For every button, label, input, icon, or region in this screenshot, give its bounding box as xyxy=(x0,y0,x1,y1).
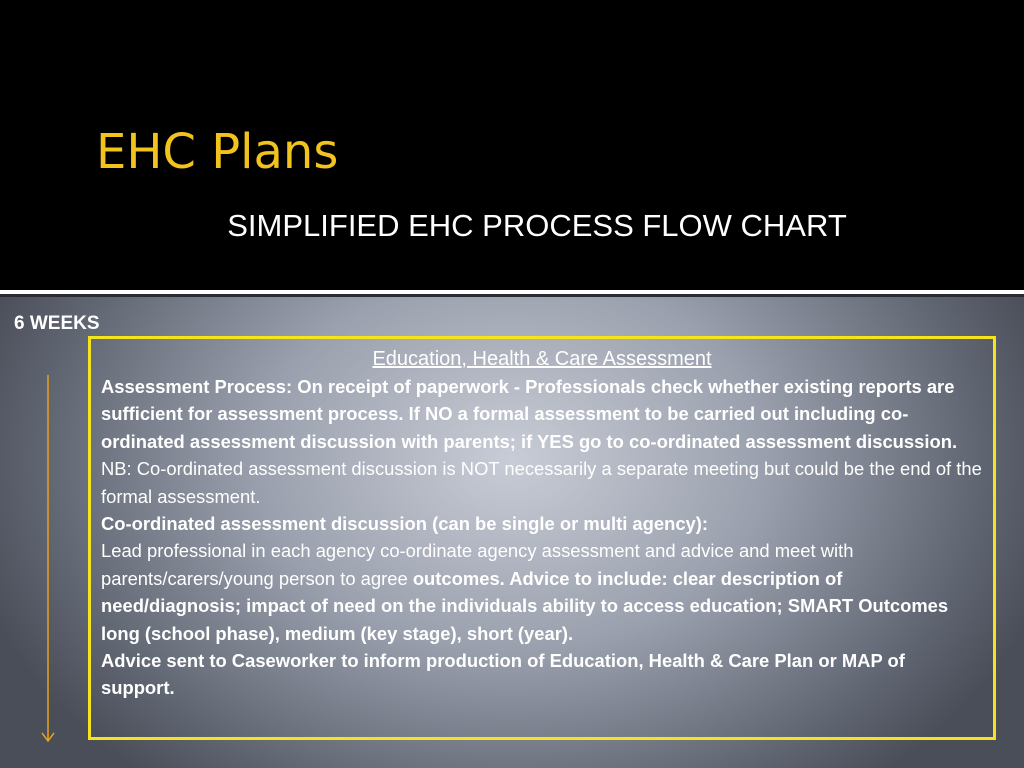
assessment-process-text: Assessment Process: On receipt of paperwork - Professionals check whether existing reports are sufficient for assessment process. If NO a formal assessment to be carried out including co-ordinated assessment discussion with parents; if YES go to co-ordinated assessment discussion. xyxy=(101,376,958,452)
slide-subtitle: SIMPLIFIED EHC PROCESS FLOW CHART xyxy=(227,208,847,243)
lead-professional-regular: Lead professional in each agency co-ordinate agency assessment and advice and meet with parents/carers/young person to agree xyxy=(101,540,854,589)
nb-note-text: NB: Co-ordinated assessment discussion is NOT necessarily a separate meeting but could be the end of the formal assessment. xyxy=(101,458,982,507)
discussion-heading-text: Co-ordinated assessment discussion (can be single or multi agency): xyxy=(101,513,709,535)
timeline-label: 6 WEEKS xyxy=(14,313,100,334)
lead-professional-bold: outcomes. Advice to include: clear description of need/diagnosis; impact of need on the individuals ability to access education; SMART Outcomes long (school phase), medium (key stage), short (year). xyxy=(101,567,949,644)
assessment-box xyxy=(88,336,996,740)
timeline-arrow-icon xyxy=(38,375,58,747)
advice-sent-text: Advice sent to Caseworker to inform production of Education, Health & Care Plan or MAP of support. xyxy=(101,650,905,699)
lead-professional-text xyxy=(101,537,983,647)
assessment-heading: Education, Health & Care Assessment xyxy=(372,348,712,370)
slide-title: EHC Plans xyxy=(96,124,339,180)
divider-shadow xyxy=(0,294,1024,297)
